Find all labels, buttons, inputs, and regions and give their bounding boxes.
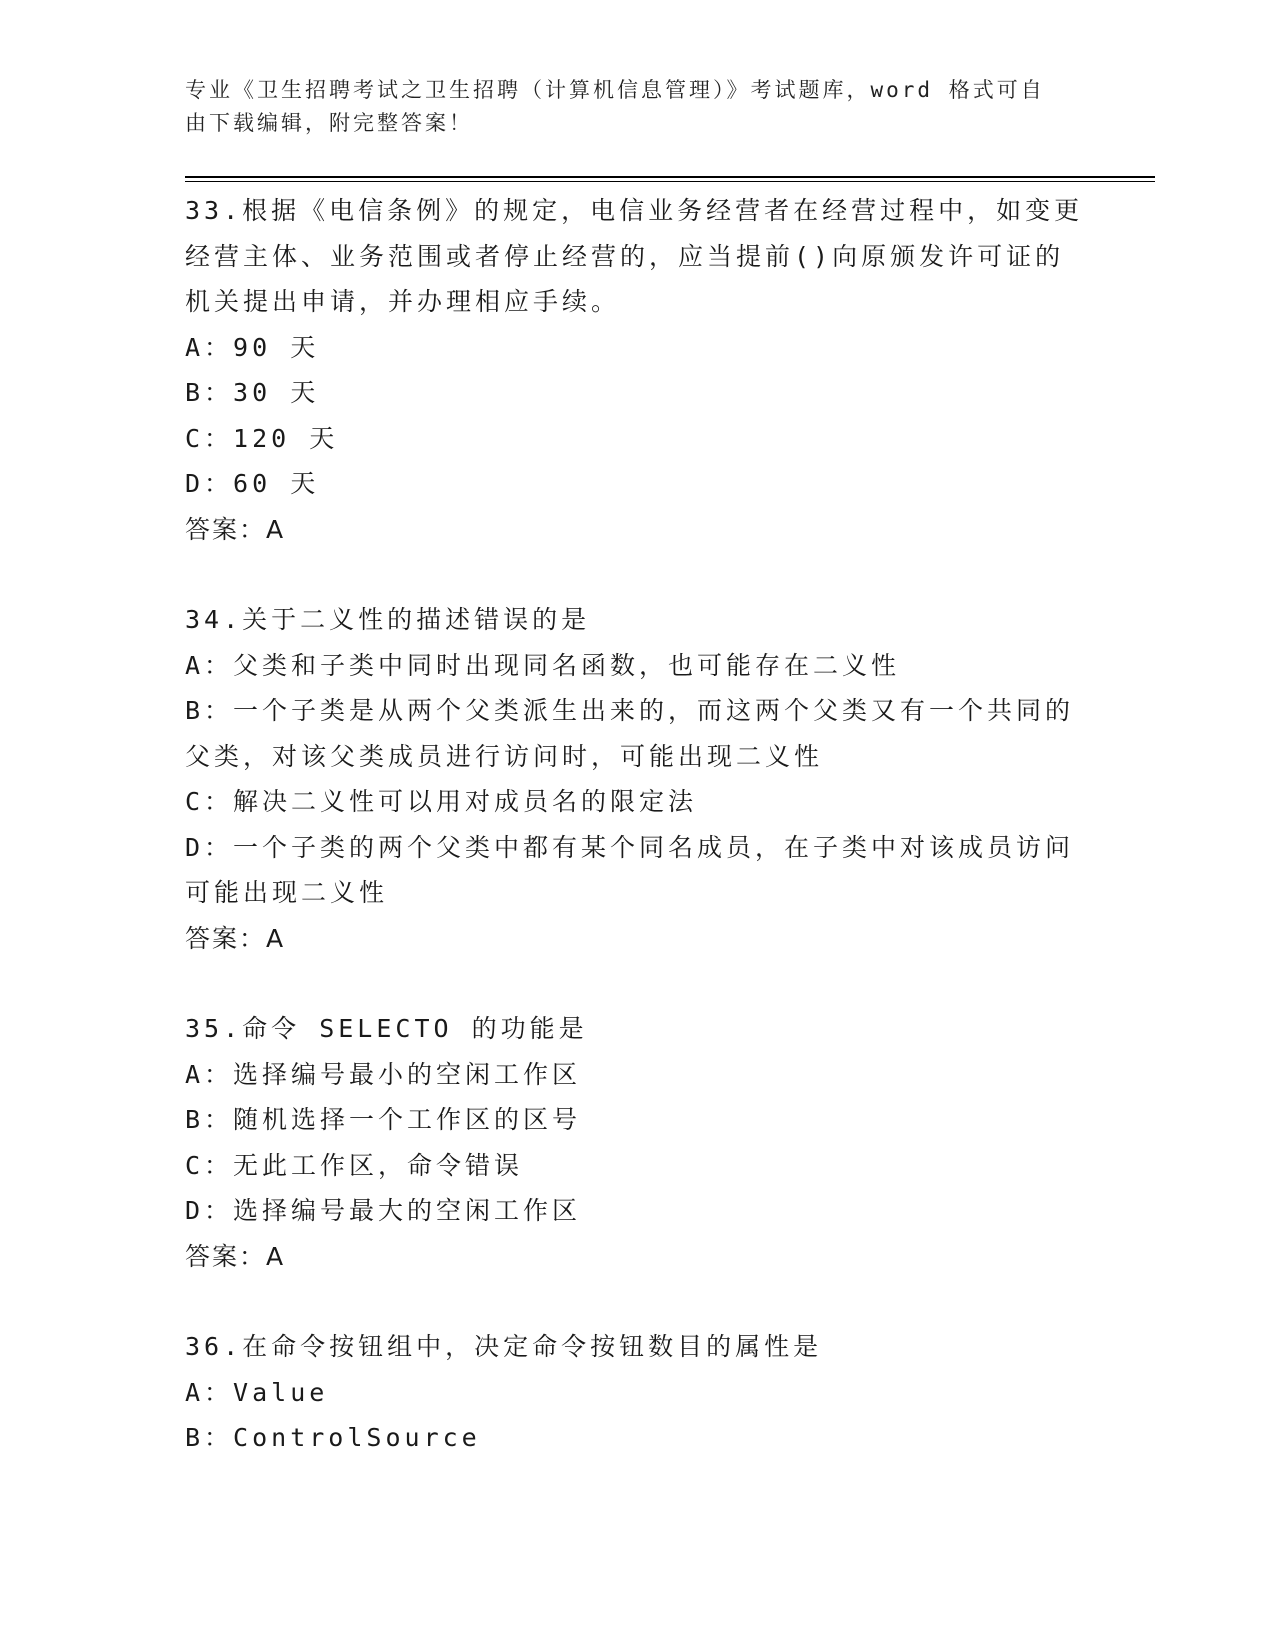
- option-b: B：ControlSource: [185, 1423, 481, 1452]
- header-rule-thick: [185, 176, 1155, 178]
- header-rule-thin: [185, 181, 1155, 182]
- option-line: B：一个子类是从两个父类派生出来的，而这两个父类又有一个共同的: [185, 696, 1075, 725]
- question-stem: [185, 188, 1085, 325]
- option-b: B：随机选择一个工作区的区号: [185, 1105, 582, 1134]
- question-list: [185, 188, 1085, 1461]
- option-d: [185, 825, 1085, 916]
- stem-line: 机关提出申请，并办理相应手续。: [185, 287, 621, 316]
- option-c: C：无此工作区，命令错误: [185, 1150, 524, 1180]
- question-spacer: [185, 1279, 1085, 1324]
- answer-line: 答案：A: [185, 923, 286, 953]
- answer-line: 答案：A: [185, 514, 286, 544]
- option-a: A：90 天: [185, 332, 320, 362]
- option-line: 父类，对该父类成员进行访问时，可能出现二义性: [185, 741, 824, 771]
- option-c: C：120 天: [185, 423, 339, 453]
- option-a: A：选择编号最小的空闲工作区: [185, 1059, 582, 1089]
- header-line-2: 由下载编辑，附完整答案！: [185, 111, 473, 135]
- option-line: D：一个子类的两个父类中都有某个同名成员，在子类中对该成员访问: [185, 832, 1075, 862]
- answer-line: 答案：A: [185, 1241, 286, 1271]
- question-34: [185, 597, 1085, 961]
- option-b: [185, 688, 1085, 779]
- question-35: [185, 1006, 1085, 1279]
- option-a: A：父类和子类中同时出现同名函数，也可能存在二义性: [185, 650, 901, 680]
- option-d: D：选择编号最大的空闲工作区: [185, 1196, 582, 1225]
- option-c: C：解决二义性可以用对成员名的限定法: [185, 787, 698, 816]
- stem-line: 33.根据《电信条例》的规定，电信业务经营者在经营过程中，如变更: [185, 196, 1084, 225]
- question-stem: 34.关于二义性的描述错误的是: [185, 605, 591, 634]
- question-stem: 36.在命令按钮组中，决定命令按钮数目的属性是: [185, 1332, 823, 1361]
- option-d: D：60 天: [185, 469, 320, 498]
- question-36: [185, 1324, 1085, 1461]
- question-33: [185, 188, 1085, 552]
- option-a: A：Value: [185, 1377, 329, 1407]
- header-line-1: 专业《卫生招聘考试之卫生招聘（计算机信息管理）》考试题库，word 格式可自: [185, 78, 1045, 102]
- document-header: [185, 74, 1065, 140]
- option-b: B：30 天: [185, 378, 320, 407]
- question-spacer: [185, 961, 1085, 1006]
- stem-line: 经营主体、业务范围或者停止经营的，应当提前()向原颁发许可证的: [185, 241, 1065, 271]
- option-line: 可能出现二义性: [185, 878, 389, 907]
- question-stem: 35.命令 SELECTO 的功能是: [185, 1014, 588, 1043]
- question-spacer: [185, 552, 1085, 597]
